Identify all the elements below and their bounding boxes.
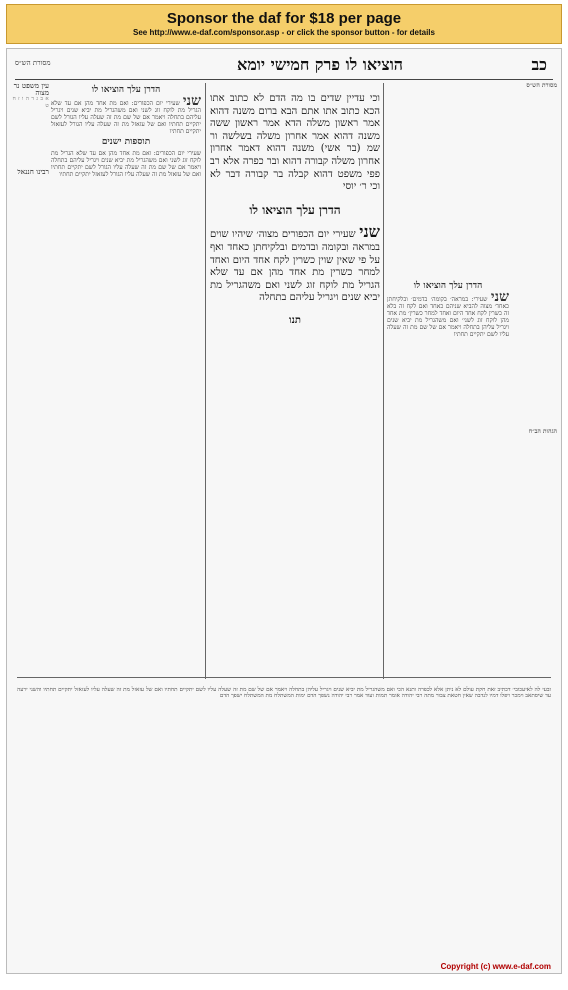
masoret-hashas-heading: מסורת הש״ס [526, 83, 557, 89]
gemara-mishnah: שני שעירי יום הכפורים מצוה׳ שיהיו שוים במראה ובקומה ובדמים ובלקיחתן כאחד ואף על פי שאין שוין כשרין לקח אחד היום ואחד למחר כשרין מת אחד מהן אם עד שלא הגריל מת לוקח זוג לשני ואם משהגריל מת יביא שנים ויגריל עליהם בתחלה [210, 222, 380, 304]
rashi-column [387, 83, 509, 679]
tosafot-hadran: הדרן עלך הוציאו לו [91, 85, 161, 95]
tosafot-text: שני שעירי יום הכפורים: ואם מת אחד מהן אם עד שלא הגריל מת לוקח זוג לשני ואם משהגריל מת יביא שנים ויגריל עליהם בתחלה ויאמר אם של שם מת זה שעלה עליו הגורל לשם יתקיים תחתיו ואם של עזאזל מת זה שעלה עליו הגורל לעזאזל יתקיים תחתיו [51, 93, 201, 135]
tosafot-text-repeat: שעירי יום הכפורים: ואם מת אחד מהן אם עד שלא הגריל מת לוקח זוג לשני ואם משהגריל מת יביא שנים ויגריל עליהם בתחלה ויאמר אם של שם מת זה שעלה עליו הגורל לשם יתקיים תחתיו ואם של עזאזל מת זה שעלה עליו הגורל לעזאזל יתקיים תחתיו [51, 150, 201, 178]
rashi-dibbur: שני [490, 289, 509, 305]
page-number: כב [531, 55, 547, 74]
masoret-hashas-note [513, 83, 557, 243]
hagahot-heading: הגהות הב״ח [528, 429, 557, 435]
tosafot-column [51, 83, 201, 679]
header-divider [15, 79, 553, 80]
sponsor-banner[interactable] [6, 4, 562, 44]
ein-mishpat-filler: א ב ג ד ה ו ז ח ט [12, 96, 49, 109]
gemara-hadran: הדרן עלך הוציאו לו [249, 202, 341, 217]
column-rule-right [383, 83, 384, 679]
rabbeinu-chananel-note [11, 169, 49, 419]
sponsor-subtitle[interactable]: See http://www.e-daf.com/sponsor.asp - or click the sponsor button - for details [133, 28, 435, 37]
rabbeinu-chananel-heading: רבינו חננאל [17, 169, 49, 176]
ein-mishpat-note [11, 83, 49, 163]
page-header [15, 55, 553, 79]
bottom-commentary-text: ובעי לה לאיעכובי׳ דכתיב זאת חקת עולם לא ניתן אלא לכפרה ותנא הכי ואם משהגריל מת יביא שנים ויגריל עליהן בתחלה ויאמר אם של שם מת זה שעלה עליו לשם יתקיים תחתיו ואם של עזאזל מת זה שעלה עליו לעזאזל יתקיים תחתיו והשני ירעה עד שיסתאב וימכר ויפלו דמיו לנדבה שאין חטאת צבור מתה רבי יהודה אומר תמות ועוד אמר רבי יהודה נשפך הדם ימות המשתלח מת המשתלח ישפך הדם [17, 686, 551, 700]
rashi-hadran: הדרן עלך הוציאו לו [413, 281, 483, 291]
gemara-closing: תנו [289, 314, 301, 326]
ein-mishpat-heading: עין משפט נר מצוה [13, 83, 49, 97]
rashi-text: שני שעירי: במראה׳ בקומה׳ בדמים׳ ובלקיחתן כאחד׳ מצוה להביא שניהם כאחד ואם לקח זה בלא זה כשרין לקח אחד היום ואחד למחר כשרין׳ מת אחד מהן לוקח זוג לשני׳ ואם משהגריל מת יביא שנים ויגריל עליהן בתחלה ויאמר אם של שם מת זה שעלה עליו לשם יתקיים תחתיו [387, 289, 509, 338]
hagahot-note [513, 429, 557, 549]
talmud-page [6, 48, 562, 974]
gemara-intro: וכי עדיין שדים בו מה הדם לא כתוב אתו הכא כתוב אתו אתם הבא ברום משנה דהוא אמר ראשון משלה הדא אמר ראשון ששה משנה דהוא אמר אחרון משלה בשלשה ור שמ (בר אשי) משנה דהוא דאמר אחרון אחרון משלה קבורה דהוא ובר כפרה אלא רב פפי משפט דהוא קבלה בר קבורה דבר לא וכי ר׳ יוסי [210, 93, 380, 193]
page-title: הוציאו לו פרק חמישי יומא [237, 55, 403, 74]
tosafot-dibbur: שני [182, 93, 201, 109]
copyright-notice[interactable]: Copyright (c) www.e-daf.com [440, 962, 551, 971]
tosafot-yeshanim-head: תוספות ישנים [101, 137, 151, 147]
bottom-rule [17, 677, 551, 678]
mishnah-dibbur: שני [359, 222, 380, 242]
column-rule-left [205, 83, 206, 679]
sponsor-title[interactable]: Sponsor the daf for $18 per page [166, 10, 402, 27]
header-right-label: מסורת הש״ס [15, 59, 51, 67]
gemara-core [210, 83, 380, 533]
bottom-commentary [17, 681, 551, 965]
